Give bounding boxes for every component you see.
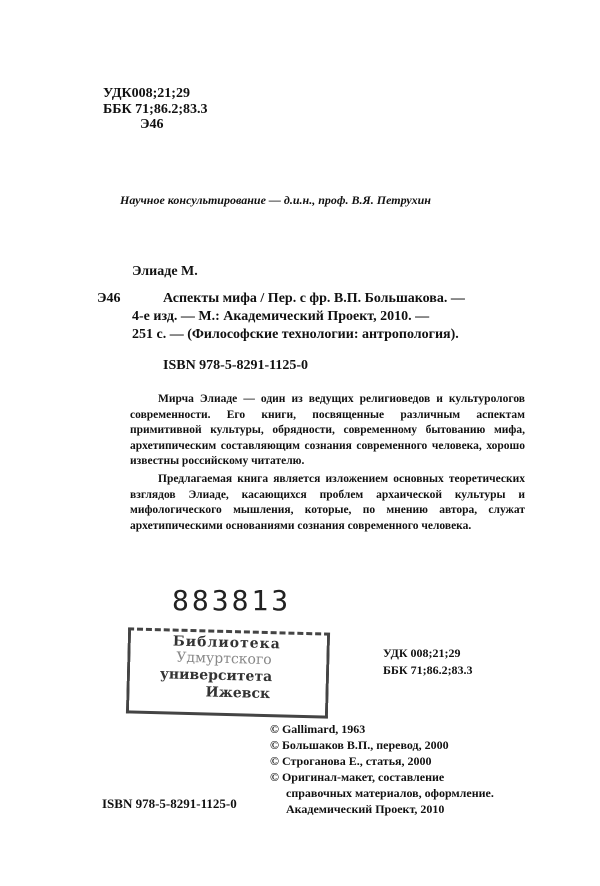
bibliographic-line: Аспекты мифа / Пер. с фр. В.П. Большакова. — [163,291,465,306]
bbk-code: ББК 71;86.2;83.3 [103,102,208,117]
udk-code: УДК008;21;29 [103,86,190,101]
library-stamp [126,627,330,718]
footer-isbn: ISBN 978-5-8291-1125-0 [102,796,237,811]
entry-code: Э46 [97,291,121,306]
copyright-line: справочных материалов, оформление. [286,786,494,800]
annotation-text: Предлагаемая книга является изложением основных теоретических взглядов Элиаде, касающихся проблем архаической культуры и мифологического мышления, которые, по мнению автора, служат архетипическими основаниями сознания современного человека. [130,473,525,532]
copyright-line: © Gallimard, 1963 [270,722,366,736]
copyright-line: © Строганова Е., статья, 2000 [270,754,432,768]
side-udk: УДК 008;21;29 [383,646,461,660]
author-mark: Э46 [140,117,164,132]
author-name: Элиаде М. [132,264,198,279]
copyright-line: © Большаков В.П., перевод, 2000 [270,738,449,752]
annotation-paragraph [130,392,525,470]
stamp-line: Библиотека [172,633,282,653]
copyright-line: © Оригинал-макет, составление [270,770,445,784]
stamp-line: университета [159,666,273,686]
annotation-paragraph [130,472,525,534]
copyright-line: Академический Проект, 2010 [286,802,445,816]
bibliographic-line: 4-е изд. — М.: Академический Проект, 2010. — [132,309,430,324]
annotation-text: Мирча Элиаде — один из ведущих религиоведов и культурологов современности. Его книги, посвященные различным аспектам примитивной культуры, обрядности, современному бытованию мифа, архетипическим составляющим сознания современного человека, хорошо известны российскому читателю. [130,393,525,468]
bibliographic-line: 251 с. — (Философские технологии: антропология). [132,327,459,342]
stamp-line: Ижевск [205,684,271,703]
consulting-note: Научное консультирование — д.и.н., проф. В.Я. Петрухин [120,193,431,207]
side-bbk: ББК 71;86.2;83.3 [383,663,473,677]
stamp-line: Удмуртского [176,649,272,669]
inventory-number: 883813 [172,584,292,617]
isbn: ISBN 978-5-8291-1125-0 [163,358,309,373]
